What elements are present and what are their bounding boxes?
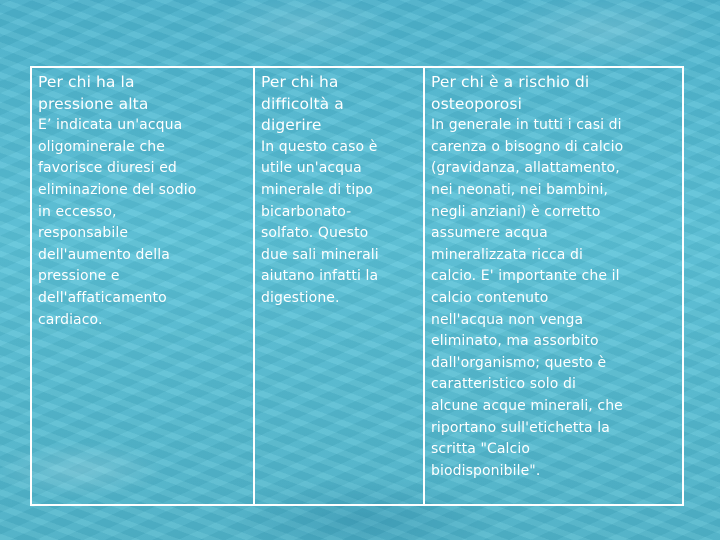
column-heading: Per chi è a rischio di osteoporosi (431, 73, 590, 113)
column-text: In questo caso è utile un'acqua minerale di tipo bicarbonato- solfato. Questo due sali minerali aiutano infatti la digestione. (261, 138, 379, 306)
column-digerire (253, 68, 423, 504)
column-heading: Per chi ha difficoltà a digerire (261, 73, 344, 135)
column-osteoporosi (423, 68, 682, 504)
column-heading: Per chi ha la pressione alta (38, 73, 149, 113)
content-table (30, 66, 684, 506)
column-pressione-alta (32, 68, 253, 504)
column-text: E’ indicata un'acqua oligominerale che favorisce diuresi ed eliminazione del sodio in eccesso, responsabile dell'aumento della pressione e dell'affaticamento cardiaco. (38, 117, 197, 328)
column-text: In generale in tutti i casi di carenza o bisogno di calcio (gravidanza, allattamento, nei neonati, nei bambini, negli anziani) è corretto assumere acqua mineralizzata ricca di calcio. E' importante che il calcio contenuto nell'acqua non venga eliminato, ma assorbito dall'organismo; questo è caratteristico solo di alcune acque minerali, che riportano sull'etichetta la scritta "Calcio biodisponibile". (431, 117, 624, 479)
